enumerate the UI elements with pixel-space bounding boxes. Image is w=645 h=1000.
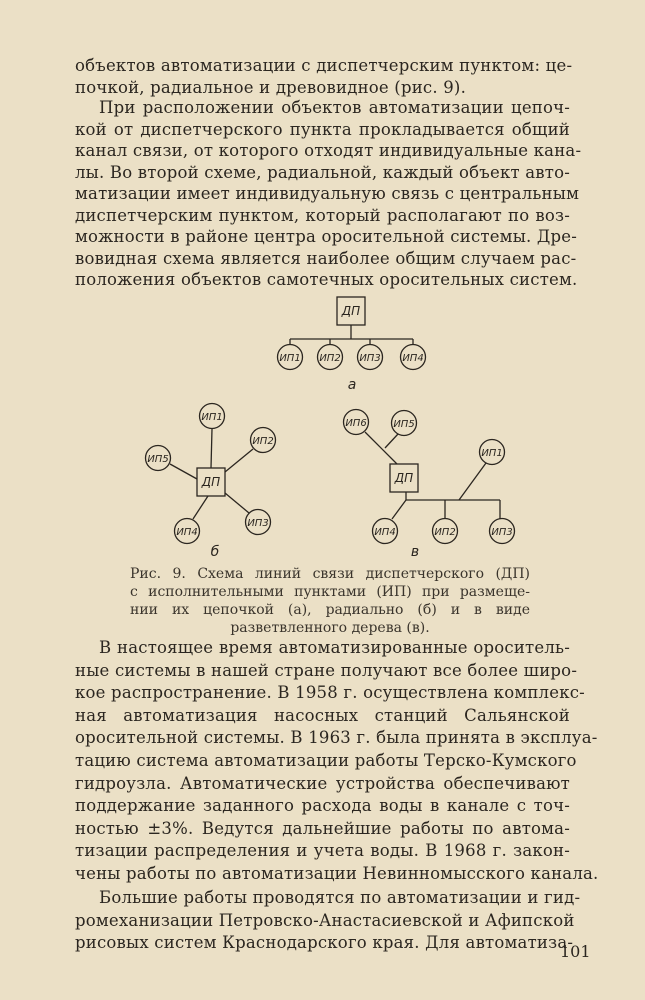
ip-label: ИП2	[252, 436, 274, 447]
ip-label: ИП4	[176, 527, 198, 538]
ip-label: ИП5	[393, 419, 415, 430]
text-line: чены работы по автоматизации Невинномысского канала.	[75, 864, 599, 883]
text-line: ные системы в нашей стране получают все более широ-	[75, 660, 578, 680]
dp-label: ДП	[394, 471, 414, 485]
text-line: Большие работы проводятся по автоматизации и гид-	[99, 888, 581, 907]
caption-line: Рис. 9. Схема линий связи диспетчерского (ДП)	[130, 566, 530, 582]
text-line: можности в районе центра оросительной системы. Дре-	[75, 227, 578, 246]
text-line: кой от диспетчерского пункта прокладывается общий	[75, 119, 570, 139]
text-line: тизации распределения и учета воды. В 1968 г. закон-	[75, 841, 570, 861]
text-line: тацию система автоматизации работы Терско-Кумского	[75, 751, 577, 770]
ip-label: ИП2	[434, 527, 456, 538]
ip-label: ИП3	[359, 353, 381, 364]
page-number: 101	[560, 942, 591, 961]
text-line: поддержание заданного расхода воды в канале с точ-	[75, 796, 570, 816]
text-line: ностью ±3%. Ведутся дальнейшие работы по автома-	[75, 818, 570, 838]
dp-label: ДП	[341, 304, 361, 318]
ip-label: ИП6	[345, 418, 367, 429]
text-line: положения объектов самотечных оросительных систем.	[75, 270, 578, 289]
text-line: В настоящее время автоматизированные ороситель-	[99, 638, 570, 657]
text-line: ромеханизации Петровско-Анастасиевской и Афипской	[75, 910, 575, 930]
text-line: оросительной системы. В 1963 г. была принята в эксплуа-	[75, 728, 598, 748]
caption-line: с исполнительными пунктами (ИП) при размеще-	[130, 584, 530, 600]
ip-label: ИП5	[147, 454, 169, 465]
text-line: При расположении объектов автоматизации цепоч-	[99, 98, 570, 117]
text-line: кое распространение. В 1958 г. осуществлена комплекс-	[75, 683, 585, 703]
ip-label: ИП2	[319, 353, 341, 364]
label-a: а	[347, 377, 357, 393]
text-line: объектов автоматизации с диспетчерским пунктом: це-	[75, 56, 573, 75]
text-line: ная автоматизация насосных станций Сальянской	[75, 705, 570, 725]
ip-label: ИП3	[247, 518, 269, 529]
text-line: лы. Во второй схеме, радиальной, каждый объект авто-	[75, 162, 571, 182]
text-line: рисовых систем Краснодарского края. Для автоматиза-	[75, 933, 574, 953]
text-line: почкой, радиальное и древовидное (рис. 9).	[75, 78, 467, 97]
ip-label: ИП1	[279, 353, 301, 364]
caption-line: разветвленного дерева (в).	[230, 620, 430, 636]
text-line: матизации имеет индивидуальную связь с центральным	[75, 184, 580, 203]
diagram-v-tree	[344, 410, 515, 544]
label-v: в	[410, 544, 420, 560]
text-line: гидроузла. Автоматические устройства обеспечивают	[75, 773, 570, 793]
text-line: канал связи, от которого отходят индивидуальные кана-	[75, 141, 582, 160]
text-line: диспетчерским пунктом, который располагают по воз-	[75, 205, 570, 225]
label-b: б	[210, 544, 220, 560]
ip-label: ИП4	[374, 527, 396, 538]
text-line: вовидная схема является наиболее общим случаем рас-	[75, 248, 577, 268]
ip-label: ИП3	[491, 527, 513, 538]
caption-line: нии их цепочкой (а), радиально (б) и в виде	[130, 602, 530, 618]
ip-label: ИП1	[481, 448, 503, 459]
ip-label: ИП1	[201, 412, 223, 423]
dp-label: ДП	[201, 475, 221, 489]
ip-label: ИП4	[402, 353, 424, 364]
